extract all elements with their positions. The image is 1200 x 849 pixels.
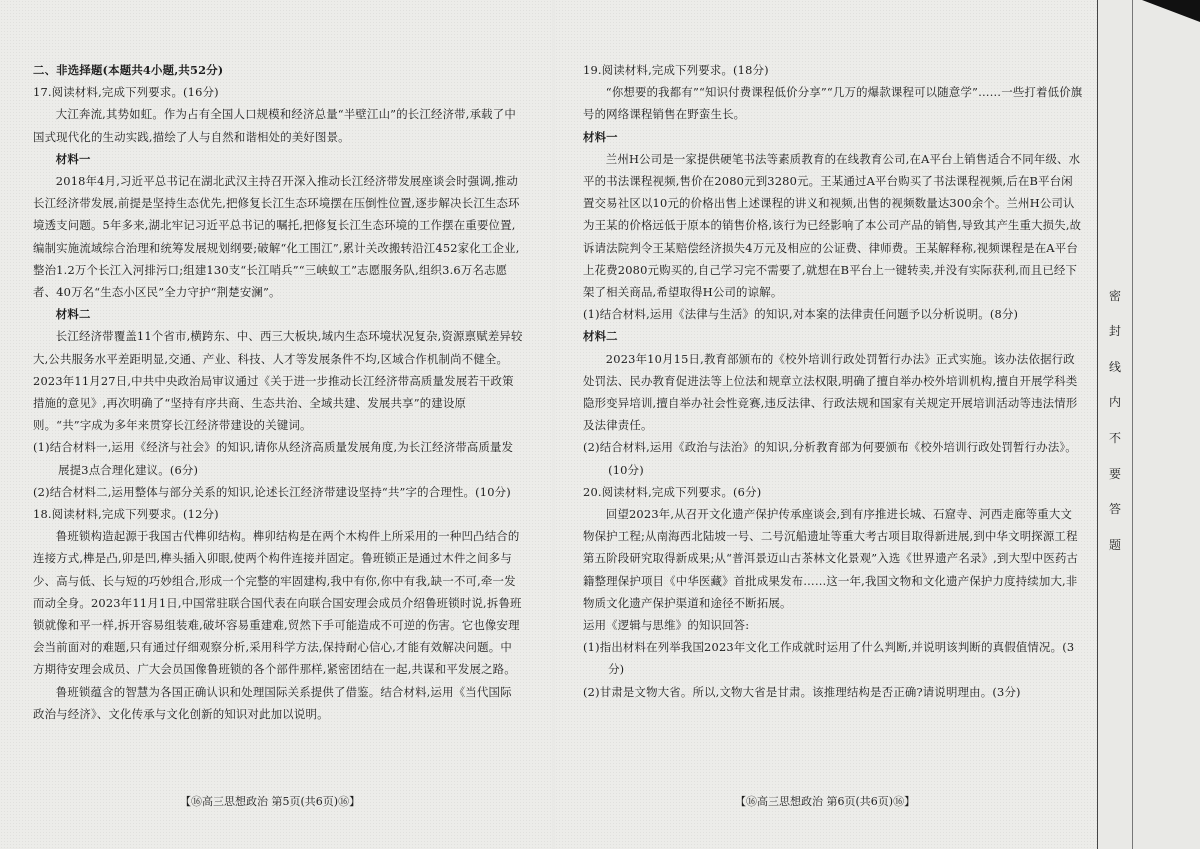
sidebar-char: 答: [1108, 502, 1121, 516]
sidebar-char: 要: [1108, 467, 1121, 481]
sidebar-char: 封: [1108, 324, 1121, 338]
q19-head: 19.阅读材料,完成下列要求。(18分): [583, 63, 769, 77]
q17-head: 17.阅读材料,完成下列要求。(16分): [33, 85, 219, 100]
section-title: 二、非选择题(本题共4小题,共52分): [33, 63, 224, 77]
q19-material1-label: 材料一: [583, 129, 618, 144]
q19-material2: 2023年10月15日,教育部颁布的《校外培训行政处罚暂行办法》正式实施。该办法依据行政处罚法、民办教育促进法等上位法和规章立法权限,明确了擅自举办校外培训机构,擅自开展学科类隐形变异培训,擅自举办社会性竞赛,违反法律、行政法规和国家有关规定开展培训活动等违法情形及法律责任。: [583, 351, 1078, 433]
q17-intro: 大江奔流,其势如虹。作为占有全国人口规模和经济总量“半壁江山”的长江经济带,承载了中国式现代化的生动实践,描绘了人与自然和谐相处的美好图景。: [33, 107, 516, 144]
q17-material1-label: 材料一: [55, 151, 91, 166]
right-column: [583, 59, 1083, 703]
q17-material2-label: 材料二: [55, 307, 91, 322]
q18-paragraph2: 鲁班锁蕴含的智慧为各国正确认识和处理国际关系提供了借鉴。结合材料,运用《当代国际政治与经济》、文化传承与文化创新的知识对此加以说明。: [33, 684, 512, 721]
sidebar-char: 密: [1108, 289, 1121, 303]
q20-paragraph2: 运用《逻辑与思维》的知识回答:: [583, 618, 750, 633]
left-column: [33, 59, 523, 725]
q20-paragraph1: 回望2023年,从召开文化遗产保护传承座谈会,到有序推进长城、石窟寺、河西走廊等重大文物保护工程;从南海西北陆坡一号、二号沉船遗址等重大考古项目取得新进展,到中华文明探源工程第五阶段研究取得新成果;从“普洱景迈山古茶林文化景观”入选《世界遗产名录》,到大型中医药古籍整理保护项目《中华医藏》首批成果发布……这一年,我国文物和文化遗产保护力度持续加大,非物质文化遗产保护渠道和途径不断拓展。: [583, 507, 1079, 610]
sidebar-char: 题: [1108, 538, 1121, 552]
q20-subquestion2: (2)甘肃是文物大省。所以,文物大省是甘肃。该推理结构是否正确?请说明理由。(3分): [583, 684, 1021, 699]
corner-triangle-icon: [1142, 0, 1200, 22]
q17-material2: 长江经济带覆盖11个省市,横跨东、中、西三大板块,域内生态环境状况复杂,资源禀赋差异较大,公共服务水平差距明显,交通、产业、科技、人才等发展条件不均,区域合作机制尚不健全。2023年11月27日,中共中央政治局审议通过《关于进一步推动长江经济带高质量发展若干政策措施的意见》,再次明确了“坚持有序共商、生态共治、全域共建、发展共享”的建设原则。“共”字成为多年来贯穿长江经济带建设的关键词。: [33, 329, 523, 433]
q19-material1: 兰州H公司是一家提供硬笔书法等素质教育的在线教育公司,在A平台上销售适合不同年级、水平的书法课程视频,售价在2080元到3280元。王某通过A平台购买了书法课程视频,后在B平台闲置交易社区以10元的价格出售上述课程的讲义和视频,出售的视频数量达300余个。兰州H公司认为王某的价格远低于原本的销售价格,该行为已经影响了本公司产品的销售,导致其产生重大损失,故诉请法院判令王某赔偿经济损失4万元及相应的公证费、律师费。王某解释称,视频课程是在A平台上花费2080元购买的,自己学习完不需要了,就想在B平台上一键转卖,并没有实际获利,而且已经下架了相关商品,希望取得H公司的谅解。: [583, 151, 1082, 300]
sidebar-char: 不: [1108, 431, 1121, 445]
q17-subquestion2: (2)结合材料二,运用整体与部分关系的知识,论述长江经济带建设坚持“共”字的合理性。(10分): [33, 484, 511, 499]
q19-material2-label: 材料二: [583, 329, 618, 344]
q19-subquestion2: (2)结合材料,运用《政治与法治》的知识,分析教育部为何要颁布《校外培训行政处罚暂行办法》。(10分): [583, 440, 1077, 477]
left-footer: 【⑯高三思想政治 第5页(共6页)⑯】: [180, 795, 361, 808]
sidebar-char: 内: [1108, 395, 1121, 409]
q17-material1: 2018年4月,习近平总书记在湖北武汉主持召开深入推动长江经济带发展座谈会时强调,推动长江经济带发展,前提是坚持生态优先,把修复长江生态环境摆在压倒性位置,逐步解决长江生态环境透支问题。5年多来,湖北牢记习近平总书记的嘱托,把修复长江生态环境的工作摆在重要位置,编制实施流域综合治理和统筹发展规划纲要;破解“化工围江”,累计关改搬转沿江452家化工企业,整治1.2万个长江入河排污口;组建130支“长江哨兵”“三峡蚁工”志愿服务队,组织3.6万名志愿者、40万名“生态小区民”全力守护“荆楚安澜”。: [33, 174, 520, 300]
q17-subquestion1: (1)结合材料一,运用《经济与社会》的知识,请你从经济高质量发展角度,为长江经济带高质量发展提3点合理化建议。(6分): [33, 440, 514, 477]
q18-head: 18.阅读材料,完成下列要求。(12分): [33, 507, 219, 522]
sidebar-char: 线: [1108, 360, 1121, 374]
q19-subquestion1: (1)结合材料,运用《法律与生活》的知识,对本案的法律责任问题予以分析说明。(8分): [583, 307, 1019, 322]
q18-paragraph1: 鲁班锁构造起源于我国古代榫卯结构。榫卯结构是在两个木构件上所采用的一种凹凸结合的连接方式,榫是凸,卯是凹,榫头插入卯眼,使两个构件连接并固定。鲁班锁正是通过木件之间多与少、高与低、长与短的巧妙组合,形成一个完整的牢固建构,我中有你,你中有我,缺一不可,牵一发而动全身。2023年11月1日,中国常驻联合国代表在向联合国安理会成员介绍鲁班锁时说,拆鲁班锁就像和平一样,拆开容易组装难,破坏容易重建难,贸然下手可能造成不可逆的伤害。它也像安理会当前面对的难题,只有通过仔细观察分析,采用科学方法,保持耐心信心,才能有效解决问题。中方期待安理会成员、广大会员国像鲁班锁的各个部件那样,紧密团结在一起,共谋和平发展之路。: [33, 529, 522, 677]
q20-subquestion1: (1)指出材料在列举我国2023年文化工作成就时运用了什么判断,并说明该判断的真假值情况。(3分): [583, 640, 1075, 677]
q19-intro: “你想要的我都有”“知识付费课程低价分享”“几万的爆款课程可以随意学”……一些打着低价旗号的网络课程销售在野蛮生长。: [583, 85, 1083, 122]
q20-head: 20.阅读材料,完成下列要求。(6分): [583, 484, 762, 499]
binding-margin: [1097, 0, 1133, 849]
right-footer: 【⑯高三思想政治 第6页(共6页)⑯】: [735, 795, 916, 808]
